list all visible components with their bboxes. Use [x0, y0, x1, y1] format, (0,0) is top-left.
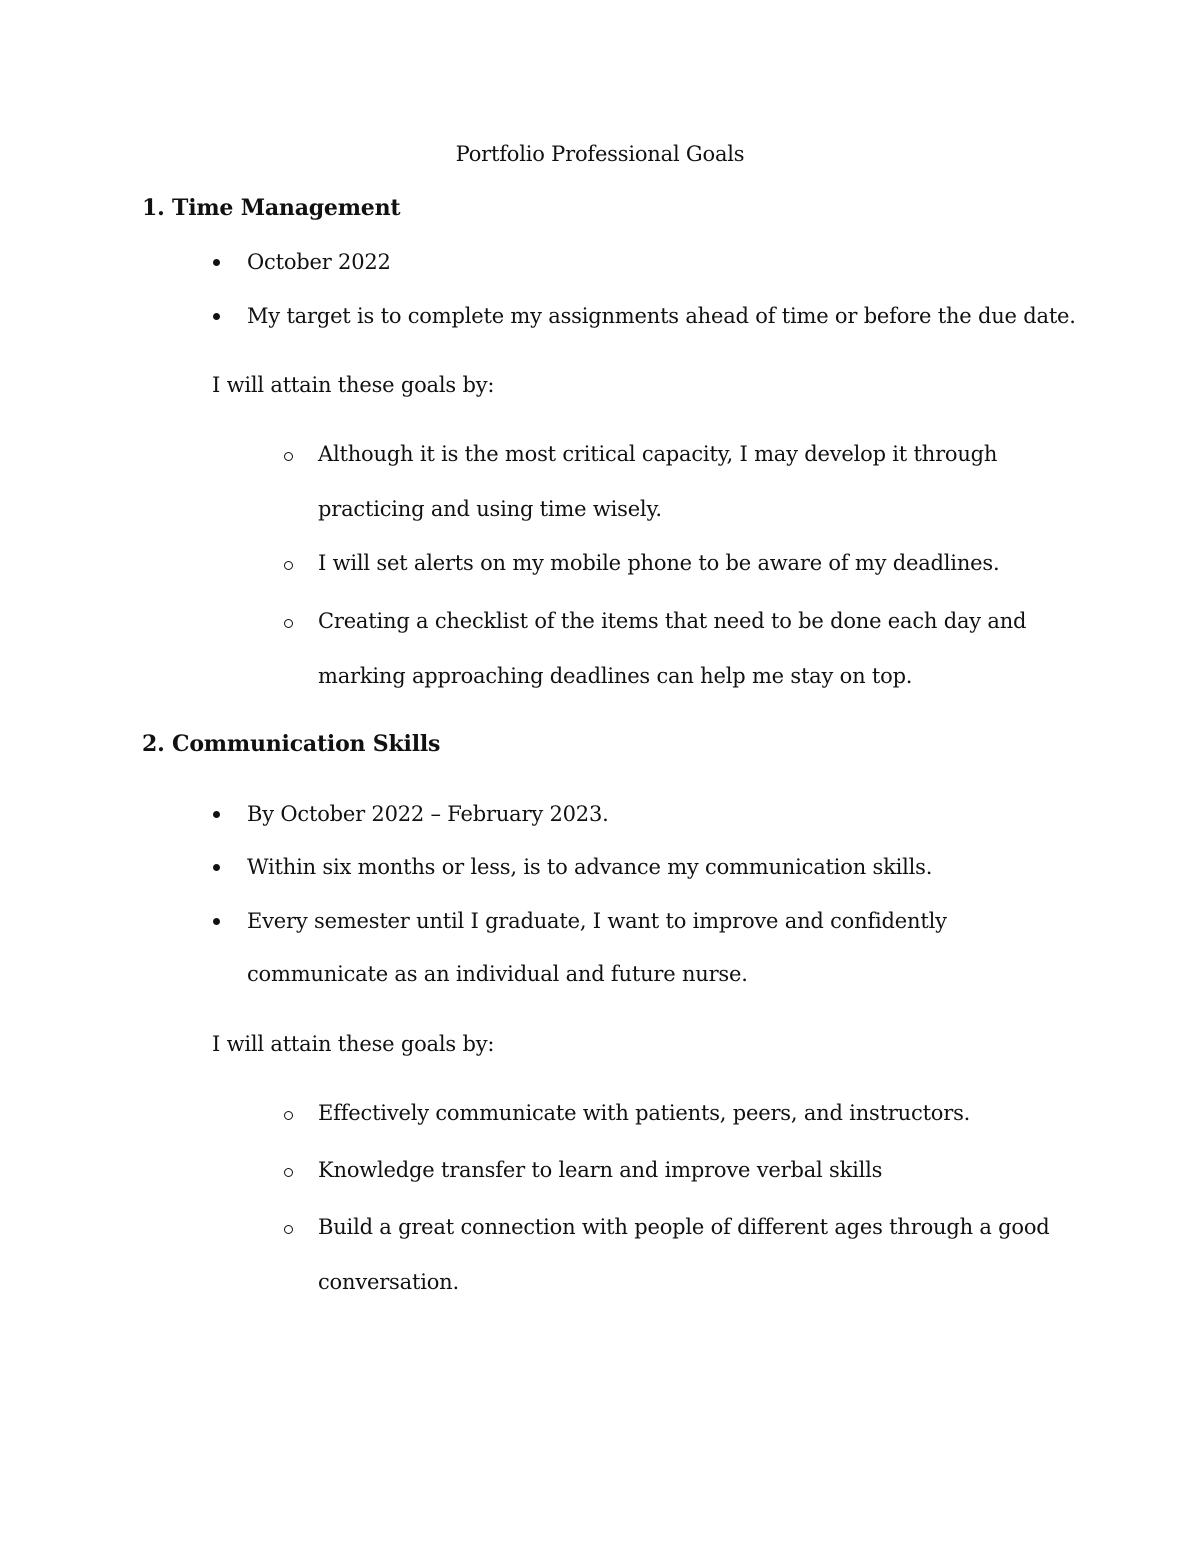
sub-bullet-marker	[284, 1225, 293, 1234]
section-heading-time-management: 1. Time Management	[142, 195, 401, 221]
sub-item-continuation: practicing and using time wisely.	[318, 497, 662, 521]
sub-item-continuation: marking approaching deadlines can help me stay on top.	[318, 664, 913, 688]
sub-item: Knowledge transfer to learn and improve verbal skills	[318, 1158, 883, 1182]
goals-intro: I will attain these goals by:	[212, 373, 495, 397]
sub-bullet-marker	[284, 1168, 293, 1177]
bullet-marker	[213, 864, 220, 871]
sub-item-continuation: conversation.	[318, 1270, 459, 1294]
section-heading-communication-skills: 2. Communication Skills	[142, 731, 441, 757]
sub-bullet-marker	[284, 561, 293, 570]
bullet-marker	[213, 313, 220, 320]
bullet-item: My target is to complete my assignments ahead of time or before the due date.	[247, 304, 1076, 328]
sub-item: I will set alerts on my mobile phone to be aware of my deadlines.	[318, 551, 1000, 575]
page-title: Portfolio Professional Goals	[455, 142, 745, 166]
bullet-marker	[213, 918, 220, 925]
sub-item: Build a great connection with people of different ages through a good	[318, 1215, 1050, 1239]
bullet-item: October 2022	[247, 250, 391, 274]
bullet-item: By October 2022 – February 2023.	[247, 802, 609, 826]
bullet-item: Within six months or less, is to advance my communication skills.	[247, 855, 933, 879]
bullet-item-continuation: communicate as an individual and future nurse.	[247, 962, 748, 986]
bullet-marker	[213, 811, 220, 818]
sub-item: Creating a checklist of the items that need to be done each day and	[318, 609, 1027, 633]
sub-bullet-marker	[284, 452, 293, 461]
sub-item: Effectively communicate with patients, peers, and instructors.	[318, 1101, 971, 1125]
sub-bullet-marker	[284, 619, 293, 628]
goals-intro: I will attain these goals by:	[212, 1032, 495, 1056]
bullet-item: Every semester until I graduate, I want to improve and confidently	[247, 909, 947, 933]
sub-bullet-marker	[284, 1111, 293, 1120]
bullet-marker	[213, 259, 220, 266]
sub-item: Although it is the most critical capacity, I may develop it through	[318, 442, 998, 466]
